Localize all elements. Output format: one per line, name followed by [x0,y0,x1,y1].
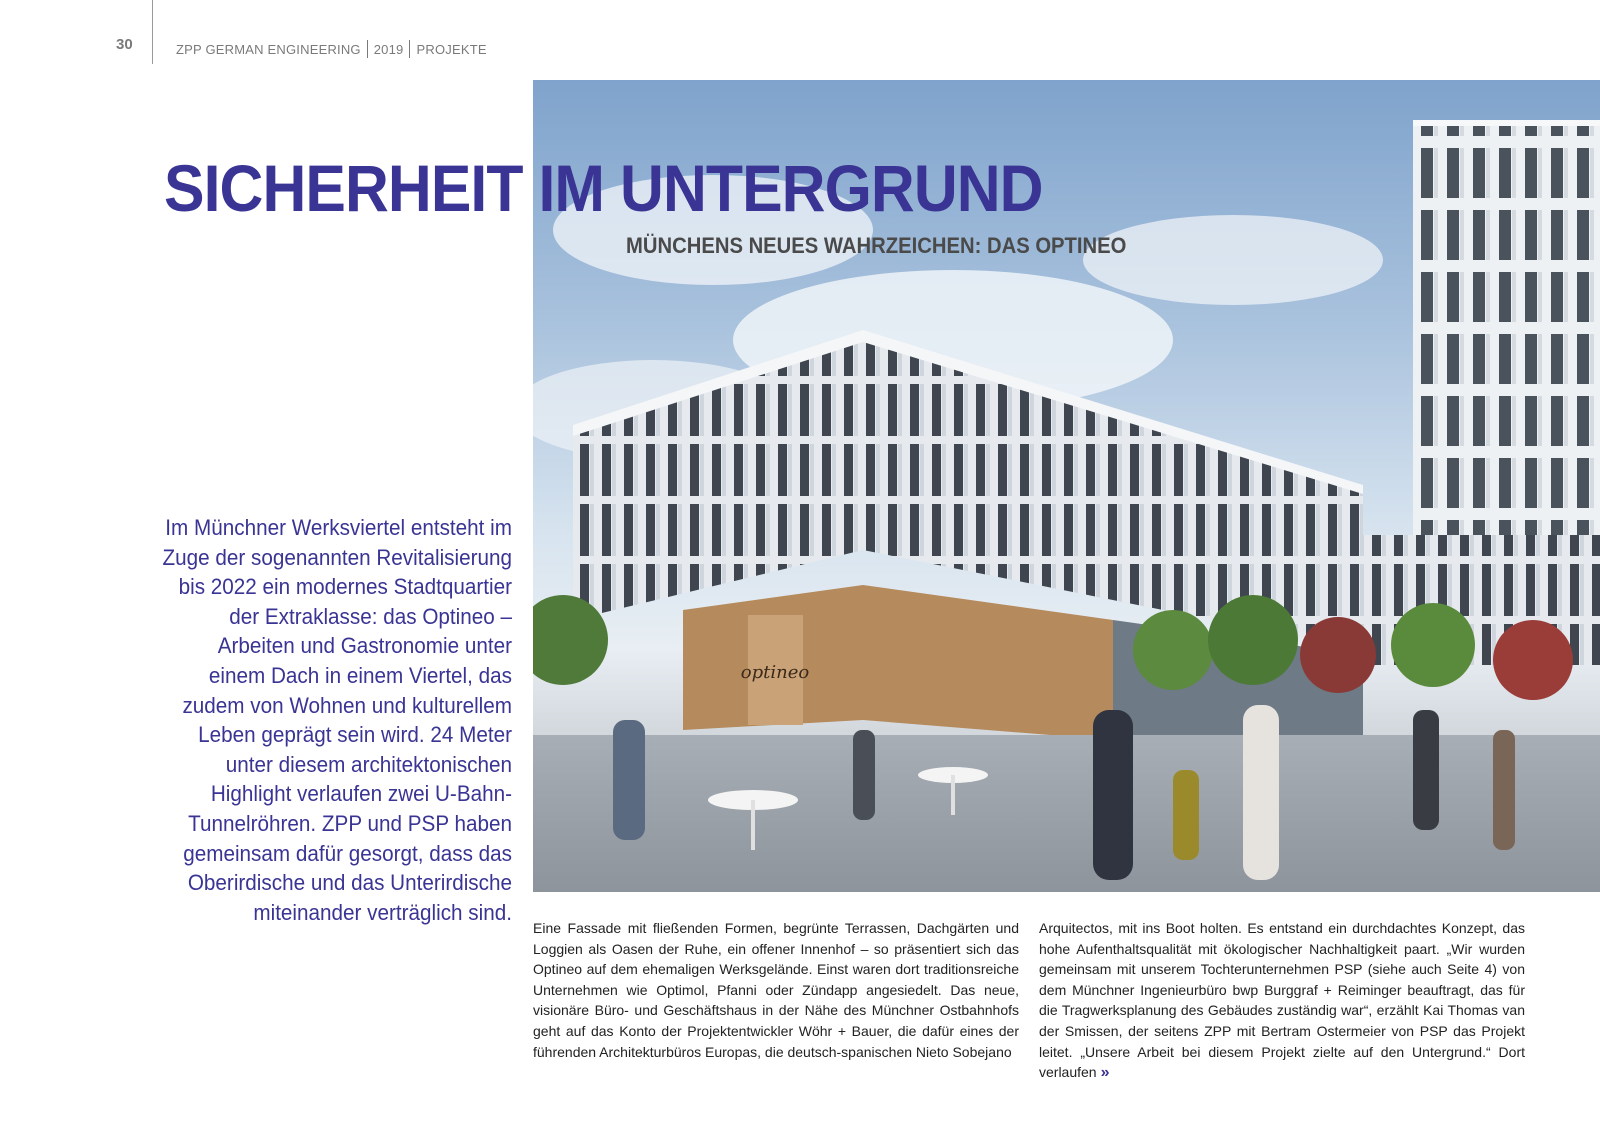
body-column-2 [1039,918,1525,1084]
header-separator [367,40,368,58]
body-column-2-text: Arquitectos, mit ins Boot holten. Es entstand ein durchdachtes Konzept, das hohe Aufenthaltsqualität mit ökologischer Nachhaltigkeit paart. „Wir wurden gemeinsam mit unserem Tochterunternehmen PSP (siehe auch Seite 4) von dem Münchner Ingenieurbüro bwp Burggraf + Reiminger beauftragt, das für die Tragwerksplanung des Gebäudes zuständig war“, erzählt Kai Thomas van der Smissen, der seitens ZPP mit Bertram Ostermeier von PSP das Projekt leitet. „Unsere Arbeit bei diesem Projekt zielte auf den Untergrund.“ Dort verlaufen [1039,920,1525,1081]
header-divider [152,0,153,64]
page-number: 30 [116,36,133,53]
publication-name: ZPP GERMAN ENGINEERING [176,41,361,57]
running-header [176,40,487,58]
optineo-sign: optineo [740,662,810,683]
continue-arrow-icon: » [1100,1064,1110,1082]
publication-year: 2019 [373,41,404,57]
intro-paragraph: Im Münchner Werksviertel entsteht im Zuge der sogenannten Revitalisierung bis 2022 ein modernes Stadtquartier der Extraklasse: das Optineo – Arbeiten und Gastronomie unter einem Dach in einem Viertel, das zudem von Wohnen und kulturellem Leben geprägt sein wird. 24 Meter unter diesem architektonischen Highlight verlaufen zwei U-Bahn-Tunnelröhren. ZPP und PSP haben gemeinsam dafür gesorgt, dass das Oberirdische und das Unterirdische miteinander verträglich sind. [162,515,513,925]
article-title: SICHERHEIT IM UNTERGRUND [164,151,1043,225]
article-subtitle: MÜNCHENS NEUES WAHRZEICHEN: DAS OPTINEO [626,233,1127,258]
header-separator [409,40,410,58]
body-column-1: Eine Fassade mit fließenden Formen, begrünte Terrassen, Dachgärten und Loggien als Oasen der Ruhe, ein offener Innenhof – so präsentiert sich das Optineo auf dem ehemaligen Werksgelände. Einst waren dort traditionsreiche Unternehmen wie Optimol, Pfanni oder Zündapp angesiedelt. Das neue, visionäre Büro- und Geschäftshaus in der Nähe des Münchner Ostbahnhofs geht auf das Konto der Projektentwickler Wöhr + Bauer, die dafür eines der führenden Architekturbüros Europas, die deutsch-spanischen Nieto Sobejano [533,920,1019,1060]
section-name: PROJEKTE [416,41,487,57]
